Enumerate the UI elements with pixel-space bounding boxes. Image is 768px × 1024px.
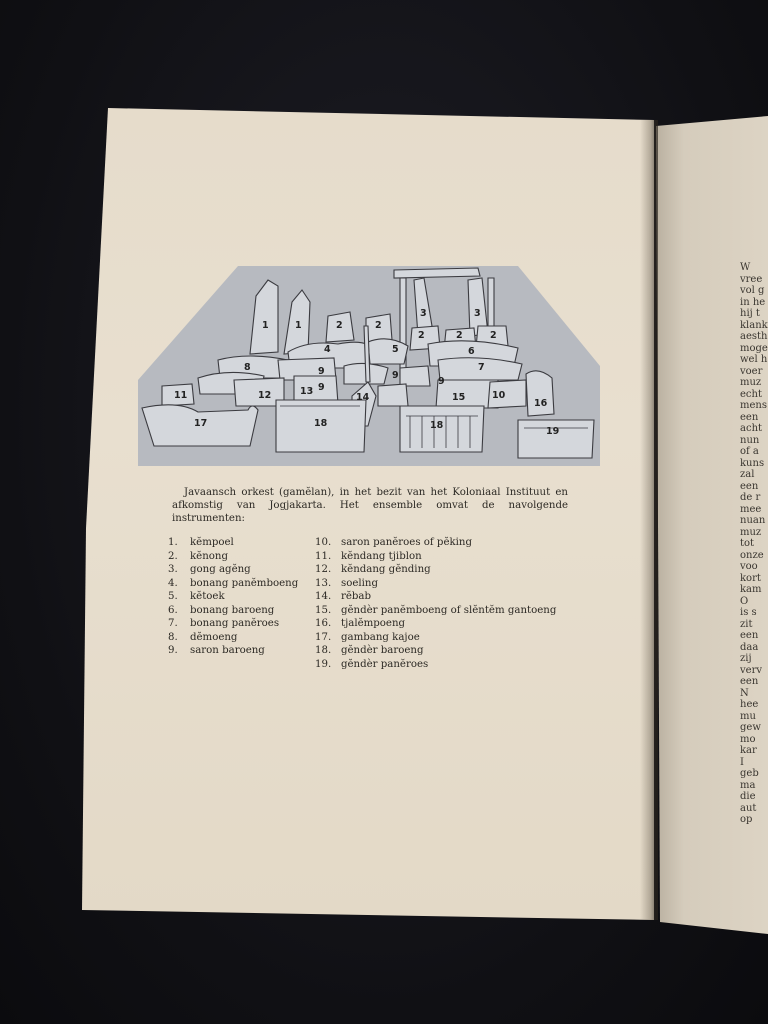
illustration-number-label: 5 — [392, 344, 399, 355]
instrument-number: 16. — [315, 618, 332, 629]
instrument-name: bonang baroeng — [190, 604, 275, 616]
instrument-list-left — [168, 536, 308, 658]
instrument-number: 11. — [315, 550, 332, 562]
instrument-name: kĕndang gĕnding — [341, 564, 431, 575]
figure-caption — [172, 487, 568, 525]
right-page-text-line: acht — [740, 423, 763, 434]
right-page-text-line: geb — [740, 768, 759, 779]
right-page-text-line: een — [740, 676, 759, 687]
instrument-number: 10. — [315, 537, 332, 548]
instrument-name: gĕndèr baroeng — [341, 645, 424, 656]
illustration-number-label: 8 — [244, 362, 251, 373]
illustration-number-label: 3 — [474, 308, 481, 319]
instrument-list-item — [168, 590, 308, 604]
instrument-number: 17. — [315, 631, 332, 643]
right-page-text-line: mee — [740, 503, 762, 515]
right-page-text-line: zal — [740, 469, 755, 480]
right-page-text-line: O — [740, 595, 749, 607]
illustration-number-label: 18 — [430, 420, 444, 431]
right-page-text-line: de r — [740, 492, 761, 503]
right-page-text-line: moge — [740, 342, 768, 354]
right-page-text-line: muz — [740, 377, 762, 388]
instrument-number: 18. — [315, 645, 332, 656]
right-page-text-line: is s — [740, 607, 757, 618]
right-page-text-line: verv — [740, 664, 762, 676]
right-page-text-line: daa — [740, 641, 759, 653]
instrument-name: bonang panĕroes — [190, 618, 280, 629]
illustration-number-label: 9 — [318, 382, 325, 393]
instrument-list-item — [168, 550, 308, 564]
right-page-text-line: W — [740, 262, 751, 273]
instrument-number: 15. — [315, 604, 332, 616]
right-page-text-line: klank — [740, 319, 768, 331]
instrument-name: saron panĕroes of pĕking — [341, 537, 472, 548]
instrument-name: gong agĕng — [190, 564, 251, 575]
illustration-number-label: 6 — [468, 346, 475, 357]
right-page-text-line: aesth — [740, 331, 768, 342]
right-page-text-line: tot — [740, 538, 755, 549]
instrument-number: 3. — [168, 564, 178, 575]
illustration-number-label: 7 — [478, 362, 485, 373]
right-page-text-line: vol g — [740, 285, 765, 296]
instrument-number: 8. — [168, 631, 178, 643]
instrument-name: dĕmoeng — [190, 631, 238, 643]
right-page-text-line: mu — [740, 710, 756, 722]
illustration-number-label: 2 — [456, 330, 463, 341]
right-page-text-line: kuns — [740, 457, 765, 469]
right-page-text-line: aut — [740, 802, 757, 814]
right-page-text-line: N — [740, 687, 749, 699]
instrument-number: 5. — [168, 591, 178, 602]
instrument-name: kĕnong — [190, 550, 228, 562]
illustration-number-label: 2 — [490, 330, 497, 341]
illustration-number-label: 12 — [258, 390, 272, 401]
right-page-text-line: wel h — [740, 354, 768, 365]
gamelan-illustration — [138, 256, 600, 466]
instrument-number: 9. — [168, 645, 178, 656]
right-page-text-line: nuan — [740, 515, 766, 526]
instrument-list-item — [315, 617, 575, 631]
illustration-number-label: 3 — [420, 308, 427, 319]
illustration-number-label: 10 — [492, 390, 506, 401]
illustration-number-label: 2 — [375, 320, 382, 331]
illustration-number-label: 2 — [336, 320, 343, 331]
illustration-number-label: 16 — [534, 398, 548, 409]
instrument-number: 14. — [315, 591, 332, 602]
instrument-list-right — [315, 536, 575, 671]
right-page-text-line: een — [740, 411, 759, 423]
instrument-list-item — [315, 644, 575, 658]
illustration-number-label: 9 — [392, 370, 399, 381]
right-page-text-line: zit — [740, 618, 753, 630]
right-page-text-line: hee — [740, 699, 759, 710]
illustration-number-label: 1 — [295, 320, 302, 331]
right-page-text-line: onze — [740, 549, 764, 561]
right-page-text-line: voer — [740, 365, 763, 377]
right-page-text-line: nun — [740, 434, 760, 446]
instrument-list-item — [315, 577, 575, 591]
right-page-text-line: kort — [740, 572, 761, 584]
instrument-list-item — [168, 577, 308, 591]
right-page-text-line: mens — [740, 400, 767, 411]
right-page-text-line: een — [740, 630, 759, 641]
illustration-number-label: 4 — [324, 344, 331, 355]
right-page-text-line: een — [740, 480, 759, 492]
instrument-name: gambang kajoe — [341, 631, 420, 643]
right-page-text-line: of a — [740, 446, 759, 457]
instrument-number: 6. — [168, 604, 178, 616]
instrument-list-item — [315, 631, 575, 645]
instrument-name: kĕndang tjiblon — [341, 550, 422, 562]
illustration-number-label: 17 — [194, 418, 208, 429]
page-gutter — [640, 120, 658, 920]
right-page-text-line: gew — [740, 722, 761, 733]
instrument-number: 1. — [168, 537, 178, 548]
instrument-name: kĕmpoel — [190, 537, 234, 548]
instrument-list-item — [315, 590, 575, 604]
illustration-number-label: 2 — [418, 330, 425, 341]
right-page-text-line: voo — [740, 561, 758, 572]
illustration-number-label: 13 — [300, 386, 314, 397]
right-page-text-line: kam — [740, 584, 762, 595]
instrument-list-item — [168, 536, 308, 550]
instrument-list-item — [315, 550, 575, 564]
illustration-number-label: 15 — [452, 392, 466, 403]
right-page-text — [740, 262, 768, 826]
right-page-text-line: zij — [740, 653, 752, 664]
instrument-list-item — [168, 604, 308, 618]
illustration-number-label: 19 — [546, 426, 560, 437]
illustration-number-label: 9 — [318, 366, 325, 377]
right-page-text-line: I — [740, 756, 744, 768]
instrument-name: rĕbab — [341, 591, 372, 602]
instrument-number: 13. — [315, 577, 332, 589]
instrument-name: gĕndèr panĕmboeng of slĕntĕm gantoeng — [341, 604, 557, 616]
right-page-text-line: ma — [740, 779, 756, 791]
instrument-list-item — [168, 563, 308, 577]
illustration-number-label: 1 — [262, 320, 269, 331]
instrument-number: 12. — [315, 564, 332, 575]
right-page-text-line: muz — [740, 526, 762, 538]
instrument-name: tjalĕmpoeng — [341, 618, 406, 629]
illustration-number-label: 11 — [174, 390, 188, 401]
instrument-name: gĕndèr panĕroes — [341, 658, 429, 670]
instrument-list-item — [168, 644, 308, 658]
caption-text: Javaansch orkest (gamĕlan), in het bezit van het Koloniaal Instituut en afkomstig van Jogjakarta. Het ensemble omvat de navolgende instrumenten: — [172, 487, 568, 524]
instrument-name: bonang panĕmboeng — [190, 577, 299, 589]
instrument-number: 4. — [168, 577, 178, 589]
right-page-text-line: in he — [740, 296, 766, 308]
instrument-number: 19. — [315, 658, 332, 670]
instrument-list-item — [315, 536, 575, 550]
right-page-text-line: die — [740, 791, 756, 802]
right-page-text-line: kar — [740, 745, 757, 756]
instrument-list-item — [315, 658, 575, 672]
instrument-number: 7. — [168, 618, 178, 629]
right-page-text-line: op — [740, 814, 753, 825]
right-page-text-line: hij t — [740, 308, 760, 319]
illustration-number-label: 14 — [356, 392, 370, 403]
instrument-number: 2. — [168, 550, 178, 562]
instrument-name: kĕtoek — [190, 591, 225, 602]
instrument-list-item — [315, 604, 575, 618]
instrument-name: saron baroeng — [190, 645, 265, 656]
instrument-list-item — [168, 617, 308, 631]
right-page-text-line: vree — [740, 273, 763, 285]
illustration-number-label: 18 — [314, 418, 328, 429]
right-page-text-line: echt — [740, 388, 762, 400]
instrument-name: soeling — [341, 577, 378, 589]
illustration-number-label: 9 — [438, 376, 445, 387]
right-page-text-line: mo — [740, 733, 756, 745]
instrument-list-item — [168, 631, 308, 645]
instrument-list-item — [315, 563, 575, 577]
